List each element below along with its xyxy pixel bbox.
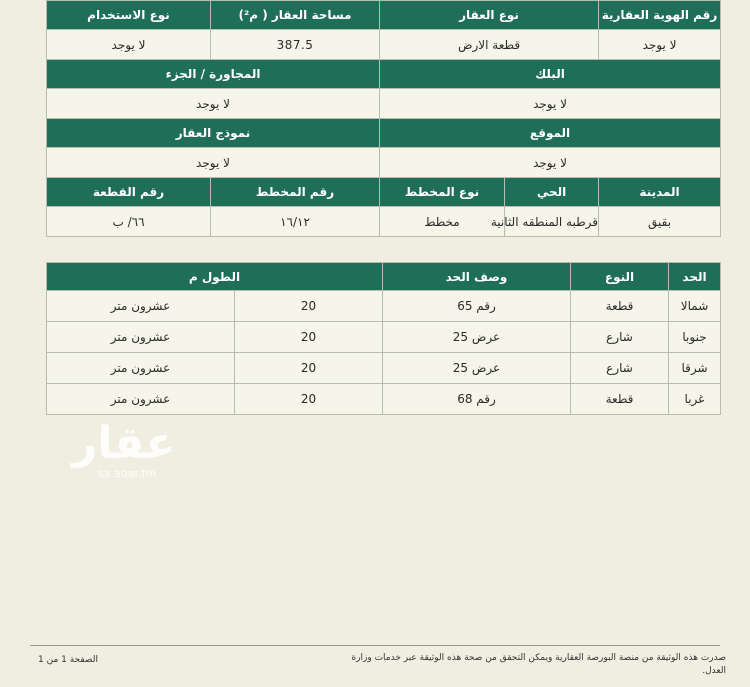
border-description: عرض 25: [383, 322, 571, 353]
border-side: غربا: [669, 384, 721, 415]
border-type: شارع: [571, 322, 669, 353]
header-property-type: نوع العقار: [380, 1, 599, 30]
header-border: الحد: [669, 263, 721, 291]
value-property-area: 387.5: [211, 30, 380, 60]
border-length: 20: [235, 353, 383, 384]
value-district: قرطبه المنطقه الثانية: [505, 207, 599, 237]
value-location: لا يوجد: [380, 148, 721, 178]
value-property-model: لا يوجد: [47, 148, 380, 178]
table-row: [47, 322, 721, 353]
page-number: الصفحة 1 من 1: [38, 655, 98, 665]
border-side: شمالا: [669, 291, 721, 322]
footer-divider: [30, 645, 720, 646]
value-real-estate-id: لا يوجد: [599, 30, 721, 60]
header-property-model: نموذج العقار: [47, 119, 380, 148]
value-plan-number: ١٦/١٢: [211, 207, 380, 237]
header-plot-number: رقم القطعة: [47, 178, 211, 207]
table-row: [47, 353, 721, 384]
header-border-description: وصف الحد: [383, 263, 571, 291]
value-plan-type: مخطط: [380, 207, 505, 237]
header-length: الطول م: [47, 263, 383, 291]
value-plot-number: ٦٦/ ب: [47, 207, 211, 237]
value-neighborhood-part: لا يوجد: [47, 89, 380, 119]
header-real-estate-id: رقم الهوية العقارية: [599, 1, 721, 30]
footer-note: صدرت هذه الوثيقة من منصة البورصة العقارية ويمكن التحقق من صحة هذه الوثيقة عبر خدمات وزارة العدل.: [351, 653, 726, 676]
value-block: لا يوجد: [380, 89, 721, 119]
header-plan-type: نوع المخطط: [380, 178, 505, 207]
border-length-words: عشرون متر: [47, 353, 235, 384]
border-length: 20: [235, 322, 383, 353]
border-length-words: عشرون متر: [47, 384, 235, 415]
borders-table: [46, 262, 721, 415]
border-description: عرض 25: [383, 353, 571, 384]
header-district: الحي: [505, 178, 599, 207]
property-details-table: [46, 0, 721, 237]
table-row: [47, 291, 721, 322]
header-neighborhood-part: المجاورة / الجزء: [47, 60, 380, 89]
watermark-site: sa.aqar.fm: [98, 467, 157, 480]
header-border-type: النوع: [571, 263, 669, 291]
header-location: الموقع: [380, 119, 721, 148]
value-usage-type: لا يوجد: [47, 30, 211, 60]
border-length: 20: [235, 291, 383, 322]
table-row: [47, 384, 721, 415]
header-block: البلك: [380, 60, 721, 89]
border-length: 20: [235, 384, 383, 415]
border-side: شرقا: [669, 353, 721, 384]
watermark-logo: عقار: [72, 418, 176, 469]
border-description: رقم 65: [383, 291, 571, 322]
header-city: المدينة: [599, 178, 721, 207]
value-property-type: قطعة الارض: [380, 30, 599, 60]
border-side: جنوبا: [669, 322, 721, 353]
border-length-words: عشرون متر: [47, 291, 235, 322]
border-type: قطعة: [571, 384, 669, 415]
border-type: قطعة: [571, 291, 669, 322]
border-type: شارع: [571, 353, 669, 384]
value-city: بقيق: [599, 207, 721, 237]
header-plan-number: رقم المخطط: [211, 178, 380, 207]
border-length-words: عشرون متر: [47, 322, 235, 353]
header-usage-type: نوع الاستخدام: [47, 1, 211, 30]
border-description: رقم 68: [383, 384, 571, 415]
header-property-area: مساحة العقار ( م²): [211, 1, 380, 30]
